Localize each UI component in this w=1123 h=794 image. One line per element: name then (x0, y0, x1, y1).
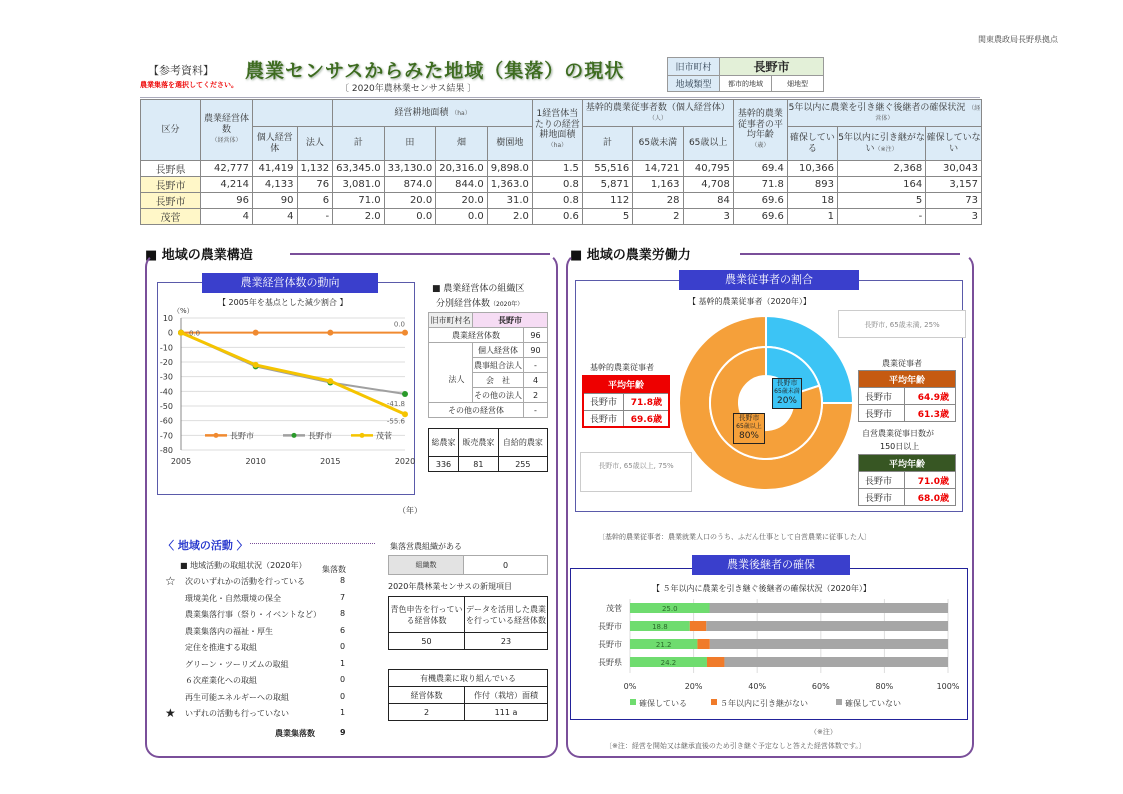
activity-label: 定住を推進する取組 (185, 643, 257, 652)
age-row-name: 長野市 (583, 410, 624, 427)
svg-text:21.2: 21.2 (655, 641, 672, 649)
table-cell: 3,157 (926, 177, 982, 193)
census-summary-table (140, 99, 982, 225)
new-items-table (388, 596, 548, 650)
svg-text:茂菅: 茂菅 (606, 604, 622, 613)
svg-text:長野市: 長野市 (230, 431, 254, 441)
activities-total-label: 農業集落数 (275, 729, 315, 738)
core-age-head: 平均年齢 (583, 376, 669, 393)
table-cell: 0.0 (436, 209, 488, 225)
age-row-value: 71.0歳 (905, 472, 956, 489)
col-farms: 農業経営体数 （経営体） (201, 100, 253, 161)
activities-total: 9 (340, 728, 346, 737)
col-kubun: 区分 (141, 100, 201, 161)
workers-age-head: 平均年齢 (859, 371, 956, 388)
svg-text:0.0: 0.0 (189, 329, 201, 338)
svg-text:（%）: （%） (173, 307, 194, 315)
table-cell: 33,130.0 (384, 161, 436, 177)
table-cell: - (297, 209, 333, 225)
activity-item (165, 576, 365, 592)
activity-item (165, 593, 365, 609)
activity-item (165, 675, 365, 691)
col-per-farm: 1経営体当たりの経営耕地面積 （ha） (532, 100, 582, 161)
svg-text:2005: 2005 (170, 457, 192, 466)
svg-text:0%: 0% (623, 682, 637, 691)
page-title: 農業センサスからみた地域（集落）の現状 (245, 60, 625, 82)
table-cell: 3 (926, 209, 982, 225)
org-row-value: 4 (524, 373, 548, 388)
org-row-label: 農事組合法人 (473, 358, 524, 373)
svg-text:確保している: 確保している (639, 699, 687, 708)
core-age-title: 基幹的農業従事者 (590, 363, 654, 372)
row-name: 長野市 (141, 193, 201, 209)
age-row-value: 61.3歳 (905, 405, 956, 422)
table-cell: 112 (582, 193, 632, 209)
succession-chart-subtitle: 【 ５年以内に農業を引き継ぐ後継者の確保状況（2020年）】 (652, 584, 871, 593)
labor-section-title: ■ 地域の農業労働力 (570, 248, 691, 263)
succession-note: 〔※注：経営を開始又は継承直後のため引き継ぐ予定なしと答えた経営体数です。〕 (605, 742, 866, 750)
svg-text:-55.6: -55.6 (386, 417, 405, 426)
header-divider (140, 97, 980, 98)
table-cell: 69.4 (733, 161, 787, 177)
core-definition: 〔基幹的農業従事者：農業就業人口のうち、ふだん仕事として自営農業に従事した人〕 (598, 533, 871, 541)
days150-title2: 150日以上 (880, 442, 920, 451)
svg-text:長野市: 長野市 (598, 640, 622, 649)
table-cell: 9,898.0 (487, 161, 532, 177)
col-individual: 個人経営体 (253, 127, 298, 161)
org-row-value: 90 (524, 343, 548, 358)
svg-text:-70: -70 (159, 431, 173, 441)
table-cell: 10,366 (787, 161, 837, 177)
table-cell: 5,871 (582, 177, 632, 193)
org-row-value: 2 (524, 388, 548, 403)
workers-age-title: 農業従事者 (882, 359, 922, 368)
svg-text:長野市: 長野市 (598, 622, 622, 631)
org-table-title: ■ 農業経営体の組織区 (432, 284, 525, 294)
activity-label: 再生可能エネルギーへの取組 (185, 692, 289, 702)
activity-item (165, 708, 365, 724)
table-cell: 4 (253, 209, 298, 225)
activity-item (165, 659, 365, 675)
table-cell: 84 (683, 193, 733, 209)
organic-farms-value: 2 (389, 704, 465, 721)
activity-label: 農業集落内の福祉・厚生 (185, 626, 273, 636)
table-cell: 844.0 (436, 177, 488, 193)
table-cell: 20.0 (384, 193, 436, 209)
table-cell: 0.0 (384, 209, 436, 225)
svg-text:確保していない: 確保していない (845, 699, 901, 708)
svg-text:-80: -80 (159, 446, 173, 455)
activity-count: 0 (340, 691, 346, 701)
age-donut-chart (676, 313, 856, 493)
blue-return-value: 50 (389, 633, 465, 650)
org-name-label: 旧市町村名 (429, 313, 473, 328)
row-name: 茂菅 (141, 209, 201, 225)
svg-text:５年以内に引き継がない: ５年以内に引き継がない (720, 699, 808, 708)
table-cell: 3,081.0 (333, 177, 385, 193)
age-row-name: 長野市 (859, 405, 905, 422)
region-type-2: 畑地型 (772, 76, 824, 92)
activity-count: 7 (340, 592, 346, 602)
households-sales: 81 (459, 457, 499, 472)
table-row (141, 193, 982, 209)
table-cell: 0.8 (532, 193, 582, 209)
corp-group-label: 法人 (429, 358, 473, 403)
org-row-value: - (524, 358, 548, 373)
succession-bar-chart (576, 595, 966, 715)
trend-chart-subtitle: 【 2005年を基点とした減少割合 】 (218, 298, 348, 307)
svg-text:-41.8: -41.8 (386, 400, 405, 408)
organic-table (388, 669, 548, 721)
trend-line-chart (155, 305, 417, 475)
age-row-value: 69.6歳 (624, 410, 669, 427)
org-count-value: 0 (464, 556, 548, 575)
table-cell: 28 (633, 193, 683, 209)
workers-age-table (858, 370, 956, 422)
households-total-label: 総農家 (429, 429, 459, 457)
col-field: 畑 (436, 127, 488, 161)
svg-text:2015: 2015 (320, 457, 341, 466)
age-row-name: 長野市 (583, 393, 624, 410)
activity-label: 環境美化・自然環境の保全 (185, 593, 281, 603)
organic-farms-label: 経営体数 (389, 687, 465, 704)
col-over65: 65歳以上 (683, 127, 733, 161)
svg-text:長野市: 長野市 (308, 431, 332, 441)
col-succ-no: 確保していない (926, 127, 982, 161)
org-count-label: 組織数 (389, 556, 464, 575)
days150-age-table (858, 454, 956, 506)
structure-section-title: ■ 地域の農業構造 (145, 248, 253, 263)
table-row (141, 161, 982, 177)
col-core-group: 基幹的農業従事者数（個人経営体） （人） (582, 100, 733, 127)
households-total: 336 (429, 457, 459, 472)
table-cell: 41,419 (253, 161, 298, 177)
org-table-title2: 分別経営体数（2020年） (436, 299, 524, 309)
days150-age-head: 平均年齢 (859, 455, 956, 472)
col-area-total: 計 (333, 127, 385, 161)
svg-text:-30: -30 (159, 372, 173, 382)
table-cell: 0.8 (532, 177, 582, 193)
svg-text:10: 10 (162, 314, 173, 323)
activities-divider (250, 543, 375, 544)
data-farming-value: 23 (465, 633, 548, 650)
table-cell: 71.0 (333, 193, 385, 209)
table-row (141, 209, 982, 225)
table-cell: 71.8 (733, 177, 787, 193)
old-municipality-value: 長野市 (720, 58, 824, 76)
activity-item (165, 692, 365, 708)
table-cell: 2.0 (333, 209, 385, 225)
col-farms-group (253, 100, 333, 127)
table-cell: 42,777 (201, 161, 253, 177)
households-self: 255 (498, 457, 547, 472)
row-name: 長野市 (141, 177, 201, 193)
table-cell: 63,345.0 (333, 161, 385, 177)
table-cell: 69.6 (733, 209, 787, 225)
share-chart-title: 農業従事者の割合 (679, 270, 859, 290)
organic-area-value: 111 a (465, 704, 548, 721)
activity-item (165, 642, 365, 658)
x-axis-unit: （年） (398, 506, 422, 515)
org-row-label: その他の経営体 (429, 403, 524, 418)
activity-count: 0 (340, 642, 346, 651)
svg-text:18.8: 18.8 (652, 623, 668, 631)
activities-title: 〈 地域の活動 〉 (163, 539, 248, 552)
table-cell: 4 (201, 209, 253, 225)
col-under65: 65歳未満 (633, 127, 683, 161)
col-succ-yes: 確保している (787, 127, 837, 161)
activity-count: 6 (340, 625, 346, 635)
table-cell: 69.6 (733, 193, 787, 209)
activity-count: 1 (340, 658, 346, 668)
inner-under65-label: 長野市 65歳未満 20% (772, 378, 802, 409)
activities-subtitle: ■ 地域活動の取組状況（2020年） (180, 561, 307, 570)
table-cell: 2.0 (487, 209, 532, 225)
age-row-name: 長野市 (859, 388, 905, 405)
activity-count: 8 (340, 609, 346, 618)
table-cell: 90 (253, 193, 298, 209)
organic-area-label: 作付（栽培）面積 (465, 687, 548, 704)
org-table (428, 312, 548, 418)
page-subtitle: 〔 2020年農林業センサス結果 〕 (340, 84, 477, 94)
region-type-1: 都市的地域 (720, 76, 772, 92)
org-row-label: 会 社 (473, 373, 524, 388)
table-cell: 14,721 (633, 161, 683, 177)
activity-label: いずれの活動も行っていない (185, 709, 289, 718)
table-cell: 2 (633, 209, 683, 225)
table-cell: 2,368 (837, 161, 925, 177)
table-cell: 55,516 (582, 161, 632, 177)
organic-label: 有機農業に取り組んでいる (389, 670, 548, 687)
svg-text:0: 0 (167, 328, 173, 338)
svg-text:40%: 40% (748, 682, 767, 691)
age-row-name: 長野市 (859, 489, 905, 506)
star-filled-icon: ★ (165, 706, 176, 720)
inner-over65-label: 長野市 65歳以上 80% (733, 413, 765, 444)
new-items-label: 2020年農林業センサスの新規項目 (388, 582, 513, 591)
activities-count-label: 集落数 (322, 565, 346, 574)
org-row-value: - (524, 403, 548, 418)
activity-item (165, 626, 365, 642)
age-row-value: 64.9歳 (905, 388, 956, 405)
core-age-table (582, 375, 670, 428)
activity-label: ６次産業化への取組 (185, 676, 257, 685)
share-chart-subtitle: 【 基幹的農業従事者（2020年）】 (688, 297, 811, 306)
callout-outer-over65: 長野市, 65歳以上, 75% (580, 452, 692, 492)
svg-text:20%: 20% (684, 682, 703, 691)
activity-item (165, 609, 365, 625)
svg-text:-40: -40 (159, 387, 173, 397)
table-cell: 20.0 (436, 193, 488, 209)
region-type-label: 地域類型 (668, 76, 720, 92)
table-cell: - (837, 209, 925, 225)
svg-text:60%: 60% (811, 682, 830, 691)
select-settlement-warning: 農業集落を選択してください。 (140, 81, 238, 89)
org-row-label: 個人経営体 (473, 343, 524, 358)
reference-label: 【参考資料】 (148, 64, 214, 77)
region-info-table (667, 57, 824, 92)
col-succ-group: 5年以内に農業を引き継ぐ後継者の確保状況 （経営体） (787, 100, 981, 127)
succession-chart-title: 農業後継者の確保 (692, 555, 850, 575)
svg-text:-20: -20 (159, 358, 173, 367)
org-name-value: 長野市 (473, 313, 548, 328)
col-orchard: 樹園地 (487, 127, 532, 161)
col-succ-none5: 5年以内に引き継がない（※注） (837, 127, 925, 161)
row-name: 長野県 (141, 161, 201, 177)
col-corp: 法人 (297, 127, 333, 161)
table-cell: 164 (837, 177, 925, 193)
activities-list (165, 576, 370, 726)
col-avg-age: 基幹的農業従事者の平均年齢 （歳） (733, 100, 787, 161)
table-cell: 874.0 (384, 177, 436, 193)
table-cell: 1 (787, 209, 837, 225)
svg-text:-50: -50 (159, 402, 173, 411)
table-cell: 4,708 (683, 177, 733, 193)
svg-text:100%: 100% (936, 682, 960, 691)
table-cell: 96 (201, 193, 253, 209)
days150-title1: 自営農業従事日数が (862, 429, 934, 438)
col-area-group: 経営耕地面積 （ha） (333, 100, 533, 127)
svg-text:2020: 2020 (394, 457, 416, 466)
note-mark: （※注） (810, 728, 837, 736)
age-row-value: 68.0歳 (905, 489, 956, 506)
svg-text:2010: 2010 (245, 457, 266, 466)
svg-text:24.2: 24.2 (660, 659, 677, 667)
age-row-name: 長野市 (859, 472, 905, 489)
table-row (141, 177, 982, 193)
households-self-label: 自給的農家 (498, 429, 547, 457)
svg-text:0.0: 0.0 (393, 320, 405, 329)
table-cell: 1.5 (532, 161, 582, 177)
table-cell: 73 (926, 193, 982, 209)
old-municipality-label: 旧市町村 (668, 58, 720, 76)
community-org-table (388, 555, 548, 575)
age-row-value: 71.8歳 (624, 393, 669, 410)
org-row-label: 農業経営体数 (429, 328, 524, 343)
table-cell: 893 (787, 177, 837, 193)
svg-text:茂菅: 茂菅 (376, 431, 392, 441)
activity-count: 1 (340, 708, 346, 717)
activity-label: 次のいずれかの活動を行っている (185, 577, 305, 586)
activity-count: 0 (340, 675, 346, 684)
table-cell: 18 (787, 193, 837, 209)
svg-text:-60: -60 (159, 416, 173, 426)
star-outline-icon: ☆ (165, 574, 176, 588)
data-farming-label: データを活用した農業を行っている経営体数 (465, 597, 548, 633)
table-cell: 40,795 (683, 161, 733, 177)
table-cell: 31.0 (487, 193, 532, 209)
table-cell: 76 (297, 177, 333, 193)
table-cell: 4,133 (253, 177, 298, 193)
col-core-total: 計 (582, 127, 632, 161)
svg-text:-10: -10 (159, 343, 173, 353)
table-cell: 1,363.0 (487, 177, 532, 193)
table-cell: 3 (683, 209, 733, 225)
org-row-label: その他の法人 (473, 388, 524, 403)
org-row-value: 96 (524, 328, 548, 343)
table-cell: 1,132 (297, 161, 333, 177)
table-cell: 20,316.0 (436, 161, 488, 177)
table-cell: 6 (297, 193, 333, 209)
households-table (428, 428, 548, 472)
table-cell: 30,043 (926, 161, 982, 177)
households-sales-label: 販売農家 (459, 429, 499, 457)
svg-text:長野県: 長野県 (598, 658, 622, 667)
svg-text:80%: 80% (875, 682, 894, 691)
svg-text:25.0: 25.0 (661, 605, 678, 613)
table-cell: 0.6 (532, 209, 582, 225)
table-cell: 5 (582, 209, 632, 225)
activity-label: グリーン・ツーリズムの取組 (185, 659, 289, 669)
blue-return-label: 青色申告を行っている経営体数 (389, 597, 465, 633)
activity-label: 農業集落行事（祭り・イベントなど） (185, 610, 321, 619)
callout-outer-under65: 長野市, 65歳未満, 25% (838, 310, 966, 338)
trend-chart-title: 農業経営体数の動向 (202, 273, 378, 293)
table-cell: 5 (837, 193, 925, 209)
table-cell: 1,163 (633, 177, 683, 193)
col-paddy: 田 (384, 127, 436, 161)
organization-label: 関東農政局長野県拠点 (978, 35, 1058, 44)
community-farming-label: 集落営農組織がある (390, 542, 462, 551)
activity-count: 8 (340, 576, 346, 585)
table-cell: 4,214 (201, 177, 253, 193)
